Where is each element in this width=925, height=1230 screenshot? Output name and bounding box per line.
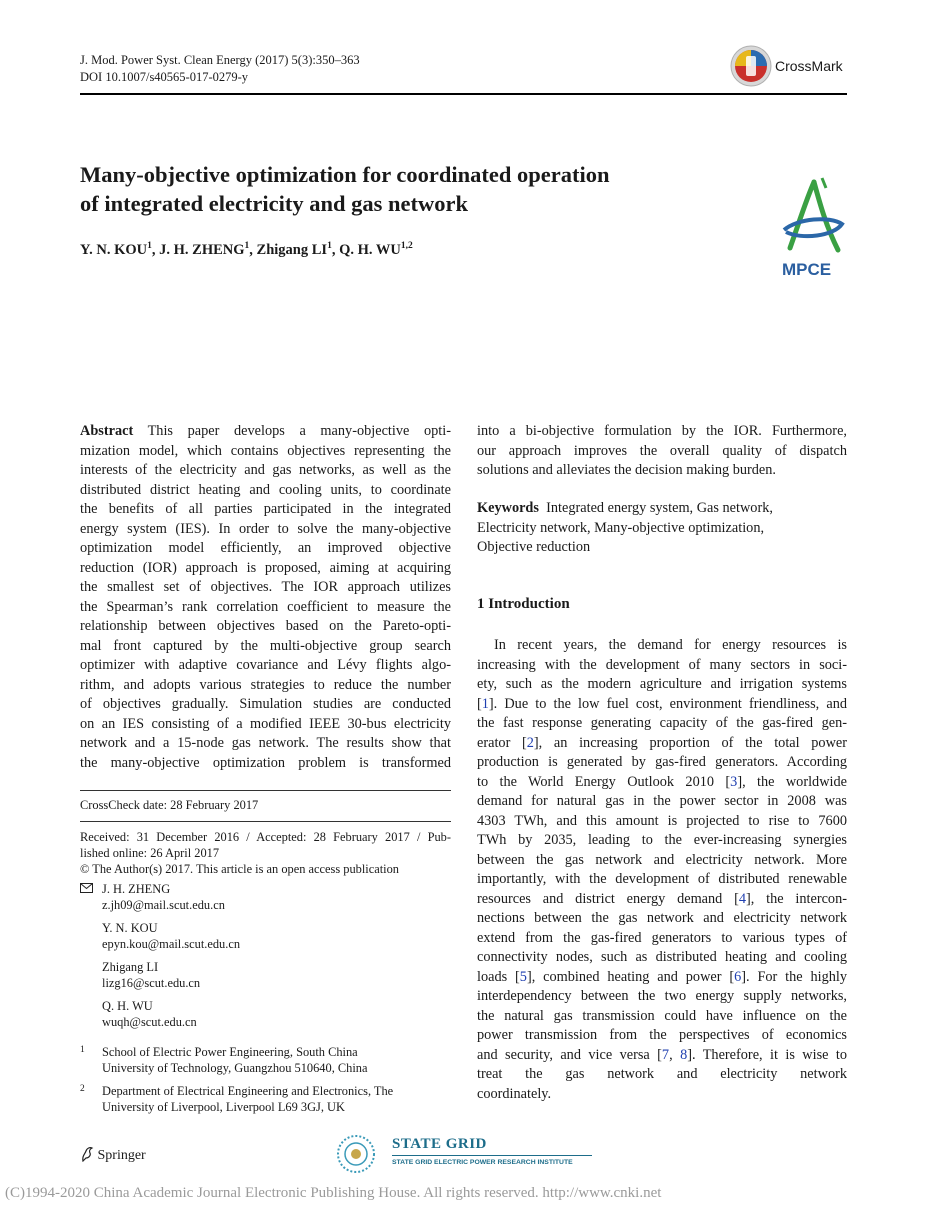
intro-text: loads [ — [477, 968, 520, 985]
abstract-line: the smallest set of objectives. The IOR approach utilizes — [80, 579, 451, 595]
state-grid-emblem-icon — [333, 1133, 379, 1175]
author: Q. H. WU$^{1,2}$ — [339, 241, 413, 258]
contact-email[interactable]: epyn.kou@mail.scut.edu.cn — [102, 937, 241, 951]
intro-line — [477, 1065, 847, 1085]
intro-line — [477, 1007, 847, 1027]
springer-mark — [80, 1146, 146, 1164]
intro-text: importantly, with the development of distributed renewable — [477, 871, 847, 887]
contact-entry — [102, 959, 240, 998]
citation-link[interactable]: 2 — [526, 734, 534, 751]
intro-line — [477, 968, 847, 988]
footnote-rule-2 — [80, 821, 451, 822]
intro-text: ], an increasing proportion of the total power — [533, 734, 847, 751]
article-title — [80, 160, 720, 218]
mpce-emblem-icon — [776, 176, 848, 266]
intro-text: the natural gas transmission could have influence on the — [477, 1007, 847, 1024]
abstract-line: mization model, which contains objectives representing the — [80, 442, 451, 459]
intro-text: extend from the gas-fired generators to various types of — [477, 929, 847, 946]
contact-entry — [102, 998, 240, 1030]
journal-citation: J. Mod. Power Syst. Clean Energy (2017) 5(3):350–363 — [80, 53, 360, 67]
doi-line[interactable]: DOI 10.1007/s40565-017-0279-y — [80, 70, 249, 84]
intro-line — [477, 890, 847, 910]
section-heading-introduction: 1 Introduction — [477, 596, 570, 612]
abstract-line: relationship between objectives based on the Pareto-opti- — [80, 618, 451, 634]
intro-line — [477, 909, 847, 929]
intro-text: coordinately. — [477, 1085, 552, 1102]
abstract-line: optimization model efficiently, an improved objective — [80, 540, 451, 556]
citation-link[interactable]: 4 — [738, 890, 747, 907]
title-line-2: of integrated electricity and gas network — [80, 191, 469, 216]
contact-email[interactable]: lizg16@scut.edu.cn — [102, 976, 201, 990]
abstract-line: into a bi-objective formulation by the IOR. Furthermore, — [477, 423, 847, 439]
intro-line — [477, 656, 847, 676]
abstract-line: distributed district heating and cooling units, to coordinate — [80, 481, 451, 498]
citation-link[interactable]: 3 — [730, 773, 738, 790]
abstract-line: network and a 15-node gas network. The results show that — [80, 735, 451, 751]
abstract-line: our approach improves the overall quality of dispatch — [477, 442, 847, 459]
intro-text: erator [ — [477, 734, 527, 751]
copyright-line: © The Author(s) 2017. This article is an open access publication — [80, 862, 399, 876]
intro-text: interdependency between the two energy supply networks, — [477, 988, 847, 1004]
intro-line — [477, 753, 847, 773]
state-grid-logo — [333, 1133, 598, 1175]
intro-text: ]. Due to the low fuel cost, environment friendliness, and — [488, 695, 847, 712]
intro-line — [477, 870, 847, 890]
keywords-line: Electricity network, Many-objective optimization, — [477, 519, 765, 536]
abstract-line: energy system (IES). In order to solve the many-objective — [80, 520, 451, 537]
intro-line — [477, 773, 847, 793]
intro-text: TWh by 2035, leading to the ever-increasing synergies — [477, 832, 847, 848]
citation-link[interactable]: 6 — [734, 968, 742, 985]
abstract-line: optimizer with adaptive covariance and Lévy flights algo- — [80, 657, 451, 673]
contact-name: J. H. ZHENG — [102, 882, 171, 896]
crossmark-badge[interactable] — [729, 44, 849, 88]
keywords-label: Keywords — [477, 500, 539, 516]
crosscheck-date: CrossCheck date: 28 February 2017 — [80, 798, 259, 812]
author: Y. N. KOU$^1$ — [80, 241, 152, 258]
abstract-line: on an IES consisting of a modified IEEE 30-bus electricity — [80, 715, 451, 732]
intro-line — [477, 948, 847, 968]
affiliation-line: University of Liverpool, Liverpool L69 3GJ, UK — [102, 1100, 345, 1114]
intro-line — [477, 675, 847, 695]
intro-text: increasing with the development of many sectors in soci- — [477, 656, 847, 673]
affiliation-number: 2 — [80, 1084, 85, 1094]
intro-line — [477, 636, 847, 656]
intro-line — [477, 714, 847, 734]
author-list: Y. N. KOU$^1$, J. H. ZHENG$^1$, Zhigang $LI^1$, Q. H. WU$^{1,2}$ — [80, 241, 413, 258]
abstract-line: interests of the electricity and gas networks, as well as the — [80, 462, 451, 478]
intro-line — [477, 851, 847, 871]
mpce-label: MPCE — [782, 260, 832, 279]
intro-line — [477, 929, 847, 949]
abstract-line: mal front captured by the multi-objective group search — [80, 637, 451, 654]
contact-email[interactable]: wuqh@scut.edu.cn — [102, 1015, 197, 1029]
affiliation-line: University of Technology, Guangzhou 510640, China — [102, 1061, 368, 1075]
intro-line — [477, 1046, 847, 1066]
intro-text: [ — [477, 695, 482, 712]
intro-text: , — [669, 1046, 681, 1063]
contact-name: Q. H. WU — [102, 999, 153, 1013]
crossmark-icon — [729, 44, 773, 88]
intro-text: production is generated by gas-fired generators. According — [477, 754, 847, 770]
intro-text: ], the worldwide — [737, 773, 847, 790]
mpce-logo — [776, 176, 848, 282]
cnki-notice: (C)1994-2020 China Academic Journal Electronic Publishing House. All rights reserved. http://www.cnki.net — [5, 1185, 662, 1201]
affiliation-line: School of Electric Power Engineering, South China — [102, 1045, 358, 1059]
intro-line — [477, 1026, 847, 1046]
intro-text: power transmission from the perspectives of economics — [477, 1027, 847, 1043]
author: J. H. ZHENG$^1$ — [159, 241, 250, 258]
contact-email[interactable]: z.jh09@mail.scut.edu.cn — [102, 898, 225, 912]
keywords — [477, 499, 847, 558]
keywords-line: Objective reduction — [477, 539, 591, 555]
abstract-continuation — [477, 422, 847, 481]
intro-text: ]. For the highly — [741, 968, 848, 985]
intro-line — [477, 1085, 847, 1105]
intro-text: treat the gas network and electricity network — [477, 1066, 847, 1082]
intro-text: ]. Therefore, it is wise to — [687, 1046, 848, 1063]
title-line-1: Many-objective optimization for coordinated operation — [80, 162, 610, 187]
intro-line — [477, 831, 847, 851]
abstract-line: reduction (IOR) approach is proposed, aiming at acquiring — [80, 559, 451, 576]
intro-line — [477, 695, 847, 715]
intro-text: 4303 TWh, and this amount is projected to rise to 7600 — [477, 812, 847, 829]
keywords-line: Keywords Integrated energy system, Gas network, — [477, 500, 773, 516]
citation-link[interactable]: 8 — [680, 1046, 688, 1063]
abstract-line: the Spearman’s rank correlation coefficient to measure the — [80, 598, 451, 615]
abstract-line: the benefits of all parties participated in the integrated — [80, 501, 451, 517]
state-grid-subtitle: STATE GRID ELECTRIC POWER RESEARCH INSTITUTE — [392, 1159, 573, 1166]
contact-entry — [102, 920, 240, 959]
abstract-line: the many-objective optimization problem is transformed — [80, 754, 451, 771]
header-rule — [80, 93, 847, 95]
intro-text: In recent years, the demand for energy resources is — [494, 637, 847, 653]
envelope-icon — [80, 883, 93, 893]
state-grid-title: STATE GRID — [392, 1136, 487, 1152]
intro-text: the fast response generating capacity of the gas-fired gen- — [477, 715, 847, 731]
intro-line — [477, 734, 847, 754]
abstract-line: Abstract This paper develops a many-objective opti- — [80, 423, 451, 439]
abstract — [80, 422, 451, 773]
intro-text: connectivity nodes, such as distributed heating and cooling — [477, 949, 847, 965]
contact-name: Zhigang LI — [102, 960, 159, 974]
affiliation-line: Department of Electrical Engineering and Electronics, The — [102, 1084, 394, 1098]
author: Zhigang $LI^1$ — [256, 241, 332, 258]
footnote-rule — [80, 790, 451, 791]
crossmark-label: CrossMark — [775, 58, 843, 74]
citation-link[interactable]: 1 — [481, 695, 489, 712]
contact-list — [102, 881, 240, 1030]
intro-text: and security, and vice versa [ — [477, 1046, 662, 1063]
introduction-body — [477, 636, 847, 1104]
intro-line — [477, 792, 847, 812]
abstract-line: solutions and alleviates the decision making burden. — [477, 462, 776, 478]
intro-line — [477, 812, 847, 832]
abstract-line: rithm, and adopts various strategies to reduce the number — [80, 676, 451, 693]
contact-entry — [102, 881, 240, 920]
intro-text: to the World Energy Outlook 2010 [ — [477, 773, 731, 790]
intro-line — [477, 987, 847, 1007]
citation-link[interactable]: 5 — [519, 968, 527, 985]
abstract-line: of objectives gradually. Simulation studies are conducted — [80, 696, 451, 712]
state-grid-rule — [392, 1155, 592, 1156]
intro-text: resources and district energy demand [ — [477, 890, 739, 907]
intro-text: between the gas network and electricity network. More — [477, 851, 847, 868]
intro-text: ], the intercon- — [746, 890, 847, 907]
springer-label: Springer — [97, 1148, 146, 1163]
intro-text: demand for natural gas in the power sector in 2008 was — [477, 793, 847, 809]
citation-link[interactable]: 7 — [661, 1046, 670, 1063]
intro-text: ], combined heating and power [ — [526, 968, 735, 985]
springer-horse-icon — [80, 1146, 94, 1162]
intro-text: ety, such as the modern agriculture and irrigation systems — [477, 676, 847, 692]
affiliation-1 — [80, 1044, 451, 1076]
contact-name: Y. N. KOU — [102, 921, 158, 935]
intro-text: nections between the gas network and electricity network — [477, 910, 847, 926]
affiliation-2 — [80, 1083, 451, 1115]
abstract-label: Abstract — [80, 423, 134, 439]
received-line-2: lished online: 26 April 2017 — [80, 846, 220, 860]
received-line-1: Received: 31 December 2016 / Accepted: 28 February 2017 / Pub- — [80, 830, 451, 844]
affiliation-number: 1 — [80, 1045, 85, 1055]
abstract-body — [80, 442, 451, 774]
